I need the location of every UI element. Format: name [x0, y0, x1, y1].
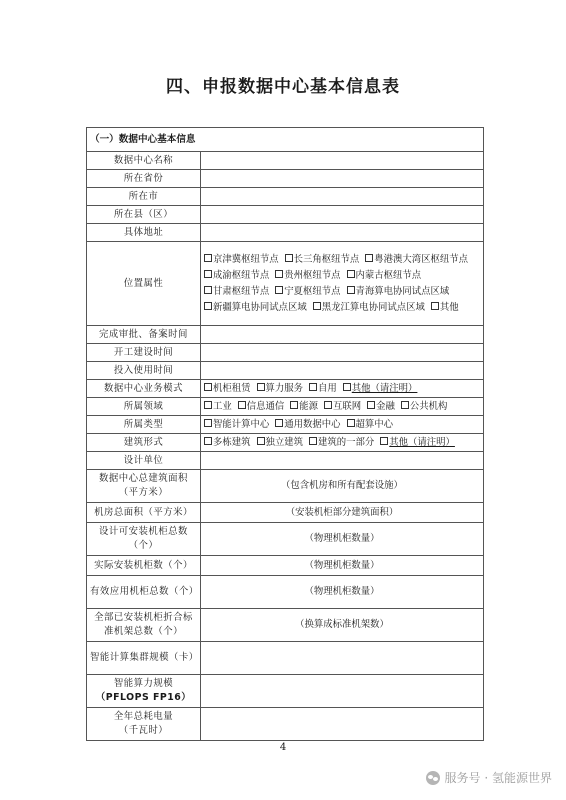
table-row: [87, 523, 484, 556]
field-option[interactable]: 工业: [204, 401, 232, 412]
standard-racks-field[interactable]: （换算成标准机架数）: [201, 609, 484, 642]
checkbox-icon[interactable]: [401, 401, 409, 409]
field-option[interactable]: 金融: [367, 401, 395, 412]
table-row: [87, 503, 484, 523]
table-row: [87, 362, 484, 380]
checkbox-icon[interactable]: [285, 254, 293, 262]
design-cabinets-field[interactable]: （物理机柜数量）: [201, 523, 484, 556]
table-row: [87, 326, 484, 344]
checkbox-icon[interactable]: [380, 437, 388, 445]
location-option[interactable]: 甘肃枢纽节点: [204, 286, 269, 297]
section-title: （一）数据中心基本信息: [87, 128, 484, 152]
actual-cabinets-field[interactable]: （物理机柜数量）: [201, 556, 484, 576]
room-area-label: 机房总面积（平方米）: [87, 503, 201, 523]
checkbox-icon[interactable]: [365, 254, 373, 262]
dc-name-label: 数据中心名称: [87, 152, 201, 170]
room-area-field[interactable]: （安装机柜部分建筑面积）: [201, 503, 484, 523]
wechat-icon: [426, 771, 440, 785]
page-title: 四、申报数据中心基本信息表: [166, 77, 400, 97]
business-mode-label: 数据中心业务模式: [87, 380, 201, 398]
type-option[interactable]: 通用数据中心: [275, 419, 340, 430]
table-row: [87, 416, 484, 434]
checkbox-icon[interactable]: [275, 270, 283, 278]
basic-info-table: [86, 127, 484, 741]
energy-field[interactable]: [201, 708, 484, 741]
field-options: [201, 398, 484, 416]
actual-cabinets-label: 实际安装机柜数（个）: [87, 556, 201, 576]
location-option[interactable]: 青海算电协同试点区域: [347, 286, 450, 297]
field-option[interactable]: 互联网: [324, 401, 361, 412]
table-row: [87, 380, 484, 398]
location-option[interactable]: 贵州枢纽节点: [275, 270, 340, 281]
design-unit-field[interactable]: [201, 452, 484, 470]
table-row: [87, 170, 484, 188]
table-row: [87, 452, 484, 470]
table-row: [87, 609, 484, 642]
table-row: [87, 242, 484, 326]
checkbox-icon[interactable]: [431, 302, 439, 310]
checkbox-icon[interactable]: [204, 302, 212, 310]
table-row: [87, 224, 484, 242]
building-form-options: [201, 434, 484, 452]
building-form-label: 建筑形式: [87, 434, 201, 452]
county-label: 所在县（区）: [87, 206, 201, 224]
building-option[interactable]: 其他（请注明）: [380, 437, 455, 448]
checkbox-icon[interactable]: [347, 270, 355, 278]
table-row: [87, 675, 484, 708]
table-row: [87, 642, 484, 675]
checkbox-icon[interactable]: [347, 286, 355, 294]
location-option[interactable]: 长三角枢纽节点: [285, 254, 360, 265]
location-option[interactable]: 京津冀枢纽节点: [204, 254, 279, 265]
ai-cluster-field[interactable]: [201, 642, 484, 675]
checkbox-icon[interactable]: [204, 270, 212, 278]
field-option[interactable]: 信息通信: [238, 401, 285, 412]
checkbox-icon[interactable]: [347, 419, 355, 427]
checkbox-icon[interactable]: [275, 419, 283, 427]
type-label: 所属类型: [87, 416, 201, 434]
location-option[interactable]: 成渝枢纽节点: [204, 270, 269, 281]
watermark: [426, 769, 552, 786]
design-unit-label: 设计单位: [87, 452, 201, 470]
checkbox-icon[interactable]: [367, 401, 375, 409]
business-mode-options: [201, 380, 484, 398]
ai-cluster-label: 智能计算集群规模（卡）: [87, 642, 201, 675]
table-row: [87, 434, 484, 452]
field-option[interactable]: 公共机构: [401, 401, 448, 412]
type-option[interactable]: 超算中心: [347, 419, 394, 430]
checkbox-icon[interactable]: [204, 437, 212, 445]
business-option[interactable]: 其他（请注明）: [343, 383, 418, 394]
dc-name-field[interactable]: [201, 152, 484, 170]
province-label: 所在省份: [87, 170, 201, 188]
table-row: [87, 398, 484, 416]
checkbox-icon[interactable]: [204, 254, 212, 262]
section-header-row: [87, 128, 484, 152]
building-option[interactable]: 多栋建筑: [204, 437, 251, 448]
table-row: [87, 708, 484, 741]
field-label: 所属领域: [87, 398, 201, 416]
checkbox-icon[interactable]: [257, 437, 265, 445]
county-field[interactable]: [201, 206, 484, 224]
ai-power-label: 智能算力规模 （PFLOPS FP16）: [87, 675, 201, 708]
checkbox-icon[interactable]: [204, 401, 212, 409]
table-row: [87, 556, 484, 576]
location-label: 位置属性: [87, 242, 201, 326]
building-option[interactable]: 建筑的一部分: [309, 437, 374, 448]
checkbox-icon[interactable]: [324, 401, 332, 409]
checkbox-icon[interactable]: [204, 286, 212, 294]
design-cabinets-label: 设计可安装机柜总数（个）: [87, 523, 201, 556]
location-option[interactable]: 宁夏枢纽节点: [275, 286, 340, 297]
energy-label: 全年总耗电量 （千瓦时）: [87, 708, 201, 741]
checkbox-icon[interactable]: [343, 383, 351, 391]
table-row: [87, 152, 484, 170]
business-option[interactable]: 自用: [309, 383, 337, 394]
checkbox-icon[interactable]: [204, 383, 212, 391]
checkbox-icon[interactable]: [275, 286, 283, 294]
approval-time-label: 完成审批、备案时间: [87, 326, 201, 344]
operation-time-label: 投入使用时间: [87, 362, 201, 380]
ai-power-field[interactable]: [201, 675, 484, 708]
checkbox-icon[interactable]: [309, 437, 317, 445]
checkbox-icon[interactable]: [313, 302, 321, 310]
checkbox-icon[interactable]: [204, 419, 212, 427]
business-option[interactable]: 算力服务: [257, 383, 304, 394]
location-option[interactable]: 粤港澳大湾区枢纽节点: [365, 254, 468, 265]
start-time-label: 开工建设时间: [87, 344, 201, 362]
business-option[interactable]: 机柜租赁: [204, 383, 251, 394]
standard-racks-label: 全部已安装机柜折合标准机架总数（个）: [87, 609, 201, 642]
table-row: [87, 470, 484, 503]
total-area-label: 数据中心总建筑面积（平方米）: [87, 470, 201, 503]
location-options: [201, 242, 484, 326]
address-label: 具体地址: [87, 224, 201, 242]
table-row: [87, 576, 484, 609]
address-field[interactable]: [201, 224, 484, 242]
approval-time-field[interactable]: [201, 326, 484, 344]
location-option[interactable]: 其他: [431, 302, 459, 313]
province-field[interactable]: [201, 170, 484, 188]
location-option[interactable]: 新疆算电协同试点区域: [204, 302, 307, 313]
table-row: [87, 344, 484, 362]
location-option[interactable]: 内蒙古枢纽节点: [347, 270, 422, 281]
watermark-text: 服务号 · 氢能源世界: [444, 771, 552, 785]
checkbox-icon[interactable]: [290, 401, 298, 409]
location-option[interactable]: 黑龙江算电协同试点区域: [313, 302, 425, 313]
business-note: （请注明）: [370, 382, 418, 394]
type-options: [201, 416, 484, 434]
page-number: 4: [279, 742, 287, 753]
city-field[interactable]: [201, 188, 484, 206]
table-row: [87, 206, 484, 224]
checkbox-icon[interactable]: [257, 383, 265, 391]
city-label: 所在市: [87, 188, 201, 206]
start-time-field[interactable]: [201, 344, 484, 362]
effective-cabinets-field[interactable]: （物理机柜数量）: [201, 576, 484, 609]
operation-time-field[interactable]: [201, 362, 484, 380]
total-area-field[interactable]: （包含机房和所有配套设施）: [201, 470, 484, 503]
building-note: （请注明）: [408, 436, 455, 448]
building-option[interactable]: 独立建筑: [257, 437, 304, 448]
checkbox-icon[interactable]: [309, 383, 317, 391]
checkbox-icon[interactable]: [238, 401, 246, 409]
type-option[interactable]: 智能计算中心: [204, 419, 269, 430]
field-option[interactable]: 能源: [290, 401, 318, 412]
effective-cabinets-label: 有效应用机柜总数（个）: [87, 576, 201, 609]
table-row: [87, 188, 484, 206]
